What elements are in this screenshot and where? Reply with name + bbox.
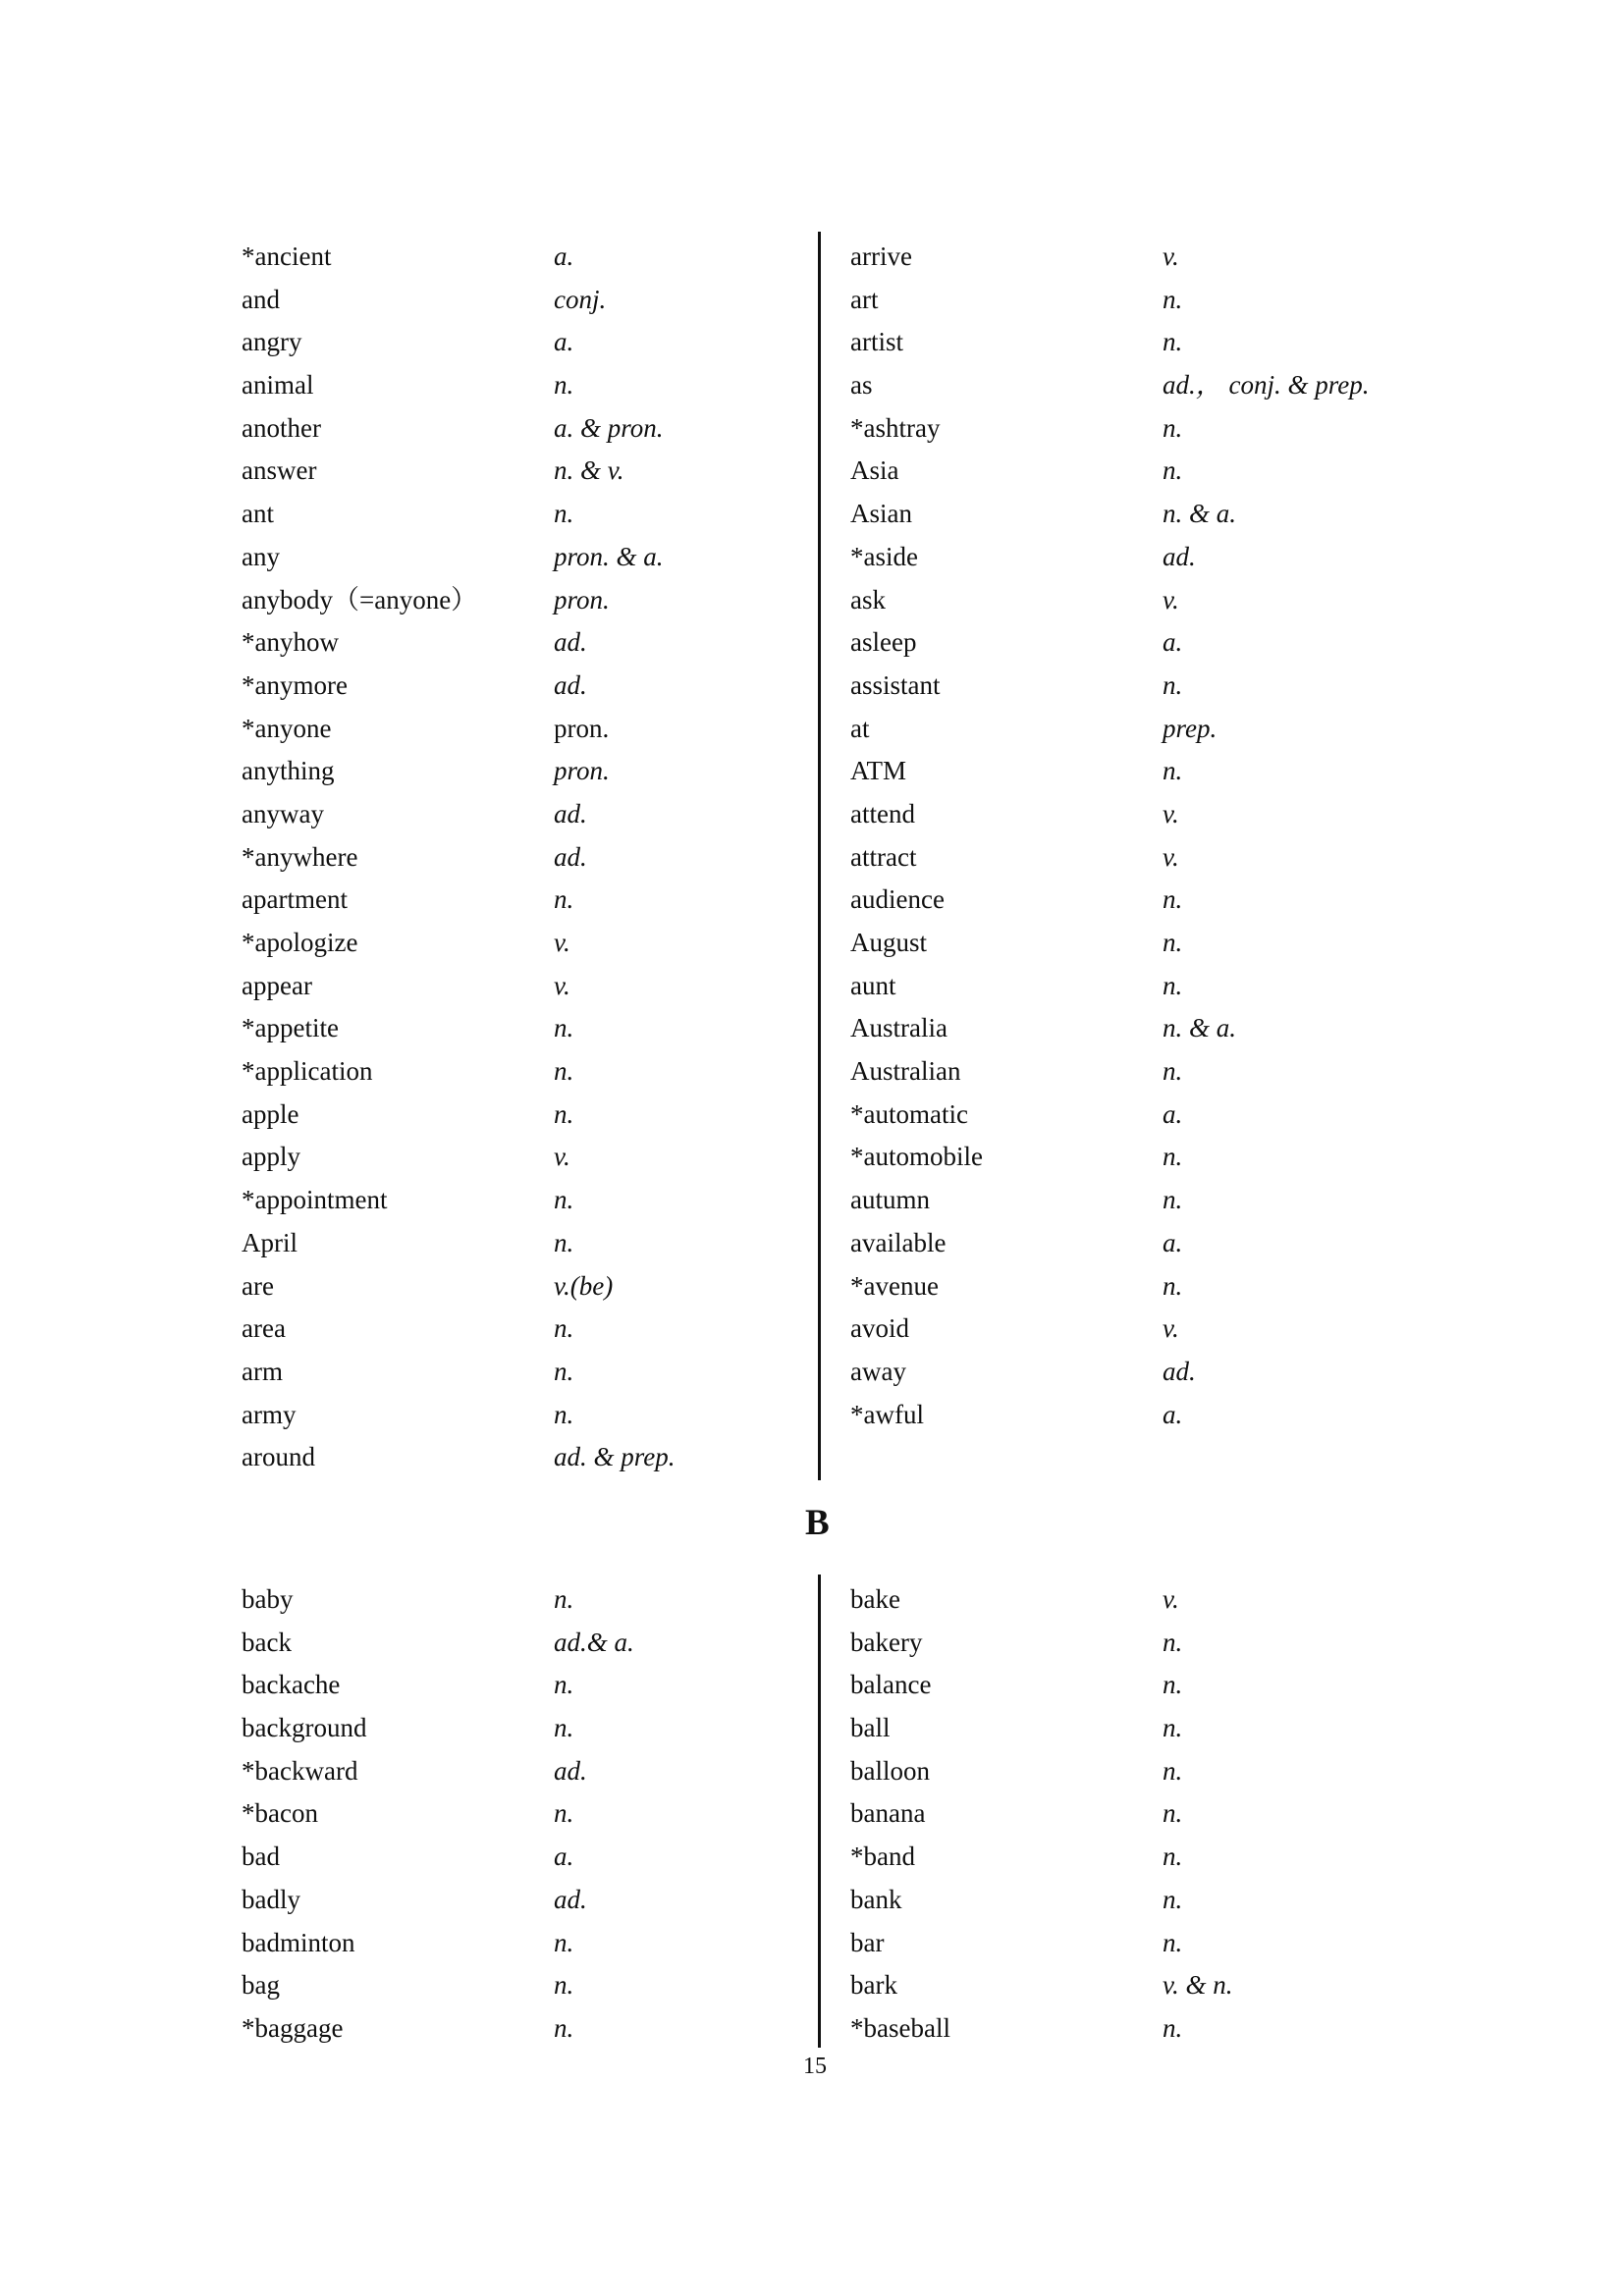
entry-part-of-speech: v. [554,970,570,1000]
entry-word: apple [242,1098,299,1129]
entry-part-of-speech: n. [554,1798,574,1829]
entry-part-of-speech: n. [554,1013,574,1043]
entry-word: *bacon [242,1798,318,1829]
entry-part-of-speech: n. [554,1584,574,1614]
entry-part-of-speech: n. [554,1356,574,1386]
entry-part-of-speech: n. [1163,455,1183,486]
entry-part-of-speech: a. & pron. [554,412,664,443]
entry-word: ask [850,584,886,614]
entry-word: *backward [242,1755,358,1786]
entry-part-of-speech: a. [1163,1098,1183,1129]
entry-word: back [242,1627,292,1657]
entry-part-of-speech: v.(be) [554,1270,614,1301]
entry-part-of-speech: a. [1163,1399,1183,1429]
entry-word: anybody（=anyone） [242,584,478,614]
entry-word: *baggage [242,2012,344,2043]
entry-part-of-speech: v. [1163,584,1179,614]
entry-word: avoid [850,1313,909,1344]
entry-part-of-speech: pron. [554,713,610,743]
entry-word: bar [850,1927,885,1957]
entry-part-of-speech: a. [554,327,574,357]
entry-word: *avenue [850,1270,939,1301]
entry-part-of-speech: ad. [554,627,587,658]
entry-word: *anymore [242,669,348,700]
entry-word: bark [850,1970,897,2001]
entry-word: balance [850,1670,932,1700]
entry-word: arm [242,1356,283,1386]
entry-word: *ancient [242,241,332,271]
entry-word: ATM [850,756,907,786]
entry-part-of-speech: ad. [1163,1356,1196,1386]
entry-word: anything [242,756,335,786]
entry-part-of-speech: n. [554,884,574,915]
column-divider [818,232,821,1480]
entry-word: *awful [850,1399,924,1429]
entry-part-of-speech: v. [1163,1584,1179,1614]
entry-word: art [850,284,879,314]
entry-word: around [242,1442,315,1472]
entry-word: *baseball [850,2012,950,2043]
entry-part-of-speech: ad. & prep. [554,1442,676,1472]
entry-part-of-speech: ad. [554,798,587,828]
entry-word: answer [242,455,317,486]
entry-part-of-speech: a. [1163,627,1183,658]
entry-word: Asia [850,455,899,486]
entry-word: *application [242,1056,373,1087]
entry-part-of-speech: n. [1163,1627,1183,1657]
entry-part-of-speech: n. [554,1399,574,1429]
entry-part-of-speech: v. [1163,798,1179,828]
entry-word: April [242,1227,298,1257]
entry-word: Australia [850,1013,947,1043]
entry-part-of-speech: a. [1163,1227,1183,1257]
page-number: 15 [803,2054,827,2079]
entry-word: *ashtray [850,412,941,443]
entry-part-of-speech: v. [1163,241,1179,271]
entry-part-of-speech: ad. [1163,541,1196,571]
entry-part-of-speech: n. [1163,1142,1183,1172]
entry-part-of-speech: n. [1163,1842,1183,1872]
entry-word: *anywhere [242,841,358,872]
entry-part-of-speech: ad.& a. [554,1627,634,1657]
entry-part-of-speech: n. [1163,1755,1183,1786]
entry-part-of-speech: v. & n. [1163,1970,1233,2001]
entry-word: ant [242,499,274,529]
entry-word: *band [850,1842,915,1872]
entry-word: assistant [850,669,941,700]
entry-part-of-speech: n. [1163,884,1183,915]
entry-word: animal [242,370,314,400]
entry-word: artist [850,327,903,357]
entry-part-of-speech: ad. [554,1755,587,1786]
entry-part-of-speech: n. [554,1185,574,1215]
entry-part-of-speech: n. [554,1056,574,1087]
entry-word: army [242,1399,297,1429]
entry-part-of-speech: n. [554,2012,574,2043]
entry-word: asleep [850,627,917,658]
entry-part-of-speech: v. [554,928,570,957]
entry-word: August [850,928,928,957]
entry-part-of-speech: pron. & a. [554,541,664,571]
entry-part-of-speech: n. [1163,928,1183,957]
entry-part-of-speech: n. [1163,284,1183,314]
entry-word: apartment [242,884,348,915]
entry-part-of-speech: n. [1163,327,1183,357]
entry-word: autumn [850,1185,930,1215]
entry-word: and [242,284,280,314]
entry-word: as [850,370,873,400]
entry-part-of-speech: n. [1163,1670,1183,1700]
entry-word: *apologize [242,928,358,957]
entry-word: arrive [850,241,912,271]
entry-word: bad [242,1842,280,1872]
entry-word: balloon [850,1755,930,1786]
entry-part-of-speech: ad. [554,841,587,872]
entry-part-of-speech: ad.， conj. & prep. [1163,370,1370,400]
entry-word: ball [850,1713,891,1743]
entry-word: audience [850,884,945,915]
entry-word: another [242,412,321,443]
entry-word: *aside [850,541,918,571]
entry-part-of-speech: n. [1163,1270,1183,1301]
entry-part-of-speech: n. & v. [554,455,624,486]
entry-part-of-speech: n. [1163,1713,1183,1743]
column-divider [818,1575,821,2048]
entry-part-of-speech: n. [1163,1056,1183,1087]
entry-part-of-speech: n. [554,1970,574,2001]
entry-part-of-speech: n. [1163,1798,1183,1829]
entry-word: backache [242,1670,341,1700]
entry-part-of-speech: prep. [1163,713,1218,743]
entry-part-of-speech: n. & a. [1163,1013,1237,1043]
entry-word: Asian [850,499,912,529]
entry-part-of-speech: n. & a. [1163,499,1237,529]
entry-part-of-speech: n. [554,1313,574,1344]
entry-word: are [242,1270,274,1301]
section-heading-b: B [805,1503,830,1543]
entry-word: away [850,1356,906,1386]
entry-part-of-speech: a. [554,1842,574,1872]
entry-part-of-speech: v. [554,1142,570,1172]
entry-word: *appointment [242,1185,388,1215]
entry-word: available [850,1227,947,1257]
entry-part-of-speech: pron. [554,584,610,614]
entry-part-of-speech: n. [554,499,574,529]
entry-part-of-speech: v. [1163,841,1179,872]
entry-word: badly [242,1884,300,1914]
entry-part-of-speech: conj. [554,284,607,314]
entry-part-of-speech: n. [1163,756,1183,786]
entry-word: *automobile [850,1142,983,1172]
entry-part-of-speech: n. [1163,2012,1183,2043]
entry-word: attend [850,798,915,828]
entry-word: *automatic [850,1098,968,1129]
entry-part-of-speech: n. [1163,412,1183,443]
entry-part-of-speech: a. [554,241,574,271]
entry-part-of-speech: n. [554,1713,574,1743]
entry-part-of-speech: n. [554,370,574,400]
entry-word: area [242,1313,286,1344]
entry-word: baby [242,1584,294,1614]
entry-word: *appetite [242,1013,339,1043]
entry-part-of-speech: n. [554,1927,574,1957]
entry-word: bank [850,1884,902,1914]
entry-part-of-speech: n. [554,1227,574,1257]
entry-word: aunt [850,970,896,1000]
entry-part-of-speech: n. [554,1098,574,1129]
entry-word: bake [850,1584,900,1614]
entry-word: angry [242,327,302,357]
entry-part-of-speech: n. [1163,1884,1183,1914]
entry-word: bakery [850,1627,923,1657]
entry-word: Australian [850,1056,961,1087]
entry-word: *anyhow [242,627,339,658]
entry-word: background [242,1713,367,1743]
entry-part-of-speech: ad. [554,1884,587,1914]
entry-word: attract [850,841,917,872]
entry-part-of-speech: n. [554,1670,574,1700]
entry-word: anyway [242,798,324,828]
entry-part-of-speech: ad. [554,669,587,700]
entry-part-of-speech: pron. [554,756,610,786]
entry-word: banana [850,1798,926,1829]
entry-word: at [850,713,870,743]
entry-word: apply [242,1142,300,1172]
entry-part-of-speech: n. [1163,1927,1183,1957]
entry-word: bag [242,1970,280,2001]
entry-part-of-speech: v. [1163,1313,1179,1344]
entry-part-of-speech: n. [1163,669,1183,700]
entry-part-of-speech: n. [1163,1185,1183,1215]
entry-word: appear [242,970,312,1000]
entry-word: *anyone [242,713,332,743]
entry-word: badminton [242,1927,355,1957]
entry-part-of-speech: n. [1163,970,1183,1000]
entry-word: any [242,541,280,571]
